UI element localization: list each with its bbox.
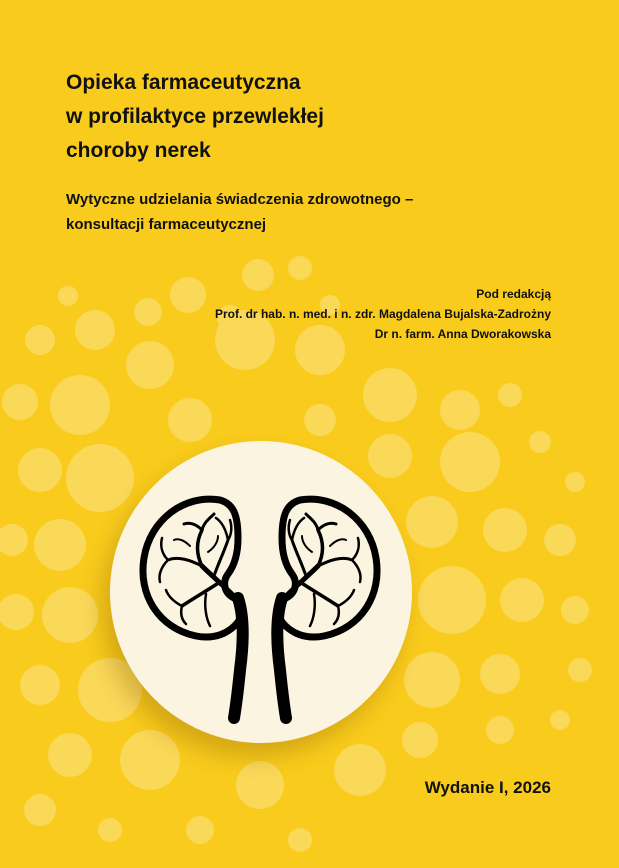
kidneys-icon [138, 490, 382, 726]
edition-label: Wydanie I, 2026 [424, 778, 551, 797]
editors-block [215, 284, 551, 344]
book-subtitle [66, 187, 526, 237]
title-line: choroby nerek [66, 139, 211, 162]
book-title [66, 66, 526, 168]
editor-name: Prof. dr hab. n. med. i n. zdr. Magdalena Bujalska-Zadrożny [214, 307, 551, 321]
editor-name: Dr n. farm. Anna Dworakowska [374, 327, 551, 341]
subtitle-line: Wytyczne udzielania świadczenia zdrowotnego – [66, 191, 414, 208]
subtitle-line: konsultacji farmaceutycznej [66, 216, 267, 233]
title-line: Opieka farmaceutyczna [66, 71, 301, 94]
editors-label: Pod redakcją [476, 287, 551, 301]
title-line: w profilaktyce przewlekłej [66, 105, 324, 128]
